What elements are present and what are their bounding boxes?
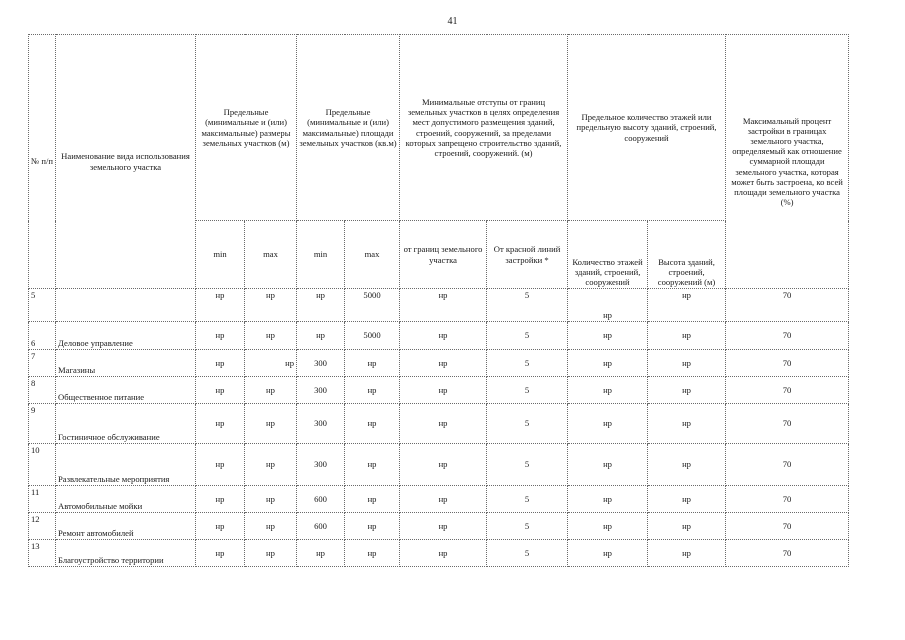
cell-height: нр — [648, 322, 726, 350]
row-number: 11 — [29, 486, 56, 513]
cell-min-m: нр — [196, 377, 245, 404]
cell-min-sqm: 600 — [297, 513, 345, 540]
land-use-name: Развлекательные мероприятия — [56, 444, 196, 486]
cell-min-sqm: 600 — [297, 486, 345, 513]
table-row — [29, 350, 849, 377]
header-min-sqm: min — [297, 221, 345, 289]
cell-from-red-line: 5 — [487, 513, 568, 540]
cell-max-sqm: нр — [345, 404, 400, 444]
cell-max-sqm: нр — [345, 377, 400, 404]
land-use-name: Общественное питание — [56, 377, 196, 404]
row-number: 7 — [29, 350, 56, 377]
land-use-name: Автомобильные мойки — [56, 486, 196, 513]
cell-max-m: нр — [245, 322, 297, 350]
header-max-coverage: Максимальный процент застройки в границах земельного участка, определяемый как отношение суммарной площади земельного участка, которая может быть застроена, ко всей площади земельного участка (%) — [726, 35, 849, 289]
cell-min-sqm: нр — [297, 289, 345, 322]
cell-from-boundary: нр — [400, 289, 487, 322]
row-number: 5 — [29, 289, 56, 322]
cell-from-boundary: нр — [400, 377, 487, 404]
cell-height: нр — [648, 540, 726, 567]
cell-min-m: нр — [196, 404, 245, 444]
header-min-setbacks: Минимальные отступы от границ земельных участков в целях определения мест допустимого размещения зданий, строений, сооружений, за пределами которых запрещено строительство зданий, строений, сооружений. (м) — [400, 35, 568, 221]
cell-height: нр — [648, 444, 726, 486]
cell-min-sqm: 300 — [297, 377, 345, 404]
table-row — [29, 540, 849, 567]
header-max-sqm: max — [345, 221, 400, 289]
cell-floors: нр — [568, 404, 648, 444]
cell-from-boundary: нр — [400, 322, 487, 350]
header-from-boundary: от границ земельного участка — [400, 221, 487, 289]
table-row — [29, 404, 849, 444]
cell-min-m: нр — [196, 540, 245, 567]
cell-floors: нр — [568, 444, 648, 486]
cell-min-sqm: нр — [297, 322, 345, 350]
row-number: 12 — [29, 513, 56, 540]
cell-max-sqm: нр — [345, 444, 400, 486]
cell-coverage: 70 — [726, 404, 849, 444]
land-use-name: Деловое управление — [56, 322, 196, 350]
header-max-floors-height: Предельное количество этажей или предельную высоту зданий, строений, сооружений — [568, 35, 726, 221]
cell-height: нр — [648, 513, 726, 540]
cell-min-sqm: 300 — [297, 350, 345, 377]
cell-min-m: нр — [196, 322, 245, 350]
cell-max-m: нр — [245, 404, 297, 444]
cell-from-boundary: нр — [400, 486, 487, 513]
row-number: 13 — [29, 540, 56, 567]
cell-height: нр — [648, 377, 726, 404]
header-floor-count: Количество этажей зданий, строений, сооружений — [568, 221, 648, 289]
cell-max-sqm: нр — [345, 486, 400, 513]
cell-coverage: 70 — [726, 350, 849, 377]
land-use-name: Гостиничное обслуживание — [56, 404, 196, 444]
cell-floors: нр — [568, 289, 648, 322]
cell-floors: нр — [568, 486, 648, 513]
table-row — [29, 289, 849, 322]
cell-min-m: нр — [196, 486, 245, 513]
cell-min-sqm: нр — [297, 540, 345, 567]
table-row — [29, 486, 849, 513]
row-number: 10 — [29, 444, 56, 486]
header-land-use-name: Наименование вида использования земельного участка — [56, 35, 196, 289]
cell-from-red-line: 5 — [487, 322, 568, 350]
cell-max-m: нр — [245, 289, 297, 322]
cell-floors: нр — [568, 377, 648, 404]
table-row — [29, 444, 849, 486]
cell-min-m: нр — [196, 289, 245, 322]
cell-from-boundary: нр — [400, 444, 487, 486]
cell-max-m: нр — [245, 350, 297, 377]
land-use-name — [56, 289, 196, 322]
cell-max-sqm: нр — [345, 540, 400, 567]
cell-max-sqm: 5000 — [345, 322, 400, 350]
table-row — [29, 322, 849, 350]
cell-from-boundary: нр — [400, 513, 487, 540]
header-plot-area: Предельные (минимальные и (или) максимальные) площади земельных участков (кв.м) — [297, 35, 400, 221]
cell-floors: нр — [568, 540, 648, 567]
cell-max-sqm: нр — [345, 513, 400, 540]
cell-floors: нр — [568, 513, 648, 540]
cell-from-red-line: 5 — [487, 444, 568, 486]
cell-floors: нр — [568, 322, 648, 350]
header-from-red-line: От красной линий застройки * — [487, 221, 568, 289]
row-number: 9 — [29, 404, 56, 444]
land-use-name: Магазины — [56, 350, 196, 377]
table-row — [29, 377, 849, 404]
header-min-m: min — [196, 221, 245, 289]
cell-max-m: нр — [245, 377, 297, 404]
cell-coverage: 70 — [726, 289, 849, 322]
page-number: 41 — [447, 16, 458, 27]
header-building-height: Высота зданий, строений, сооружений (м) — [648, 221, 726, 289]
cell-min-m: нр — [196, 350, 245, 377]
header-number: № п/п — [29, 35, 56, 289]
cell-max-sqm: нр — [345, 350, 400, 377]
cell-coverage: 70 — [726, 513, 849, 540]
cell-from-boundary: нр — [400, 350, 487, 377]
cell-coverage: 70 — [726, 444, 849, 486]
land-use-regulations-table — [28, 34, 849, 567]
cell-max-m: нр — [245, 444, 297, 486]
cell-height: нр — [648, 289, 726, 322]
row-number: 6 — [29, 322, 56, 350]
cell-from-red-line: 5 — [487, 350, 568, 377]
cell-min-sqm: 300 — [297, 444, 345, 486]
cell-floors: нр — [568, 350, 648, 377]
cell-coverage: 70 — [726, 377, 849, 404]
cell-max-m: нр — [245, 540, 297, 567]
cell-max-m: нр — [245, 486, 297, 513]
land-use-name: Ремонт автомобилей — [56, 513, 196, 540]
table-row — [29, 513, 849, 540]
cell-from-red-line: 5 — [487, 404, 568, 444]
header-row-main — [29, 35, 849, 221]
cell-from-red-line: 5 — [487, 486, 568, 513]
cell-from-red-line: 5 — [487, 540, 568, 567]
cell-coverage: 70 — [726, 322, 849, 350]
cell-coverage: 70 — [726, 486, 849, 513]
cell-min-sqm: 300 — [297, 404, 345, 444]
cell-min-m: нр — [196, 513, 245, 540]
cell-from-boundary: нр — [400, 540, 487, 567]
cell-max-m: нр — [245, 513, 297, 540]
land-use-name: Благоустройство территории — [56, 540, 196, 567]
cell-from-boundary: нр — [400, 404, 487, 444]
cell-height: нр — [648, 404, 726, 444]
cell-height: нр — [648, 350, 726, 377]
header-max-m: max — [245, 221, 297, 289]
cell-max-sqm: 5000 — [345, 289, 400, 322]
cell-height: нр — [648, 486, 726, 513]
cell-min-m: нр — [196, 444, 245, 486]
cell-from-red-line: 5 — [487, 377, 568, 404]
header-plot-dimensions: Предельные (минимальные и (или) максимальные) размеры земельных участков (м) — [196, 35, 297, 221]
cell-from-red-line: 5 — [487, 289, 568, 322]
row-number: 8 — [29, 377, 56, 404]
cell-coverage: 70 — [726, 540, 849, 567]
